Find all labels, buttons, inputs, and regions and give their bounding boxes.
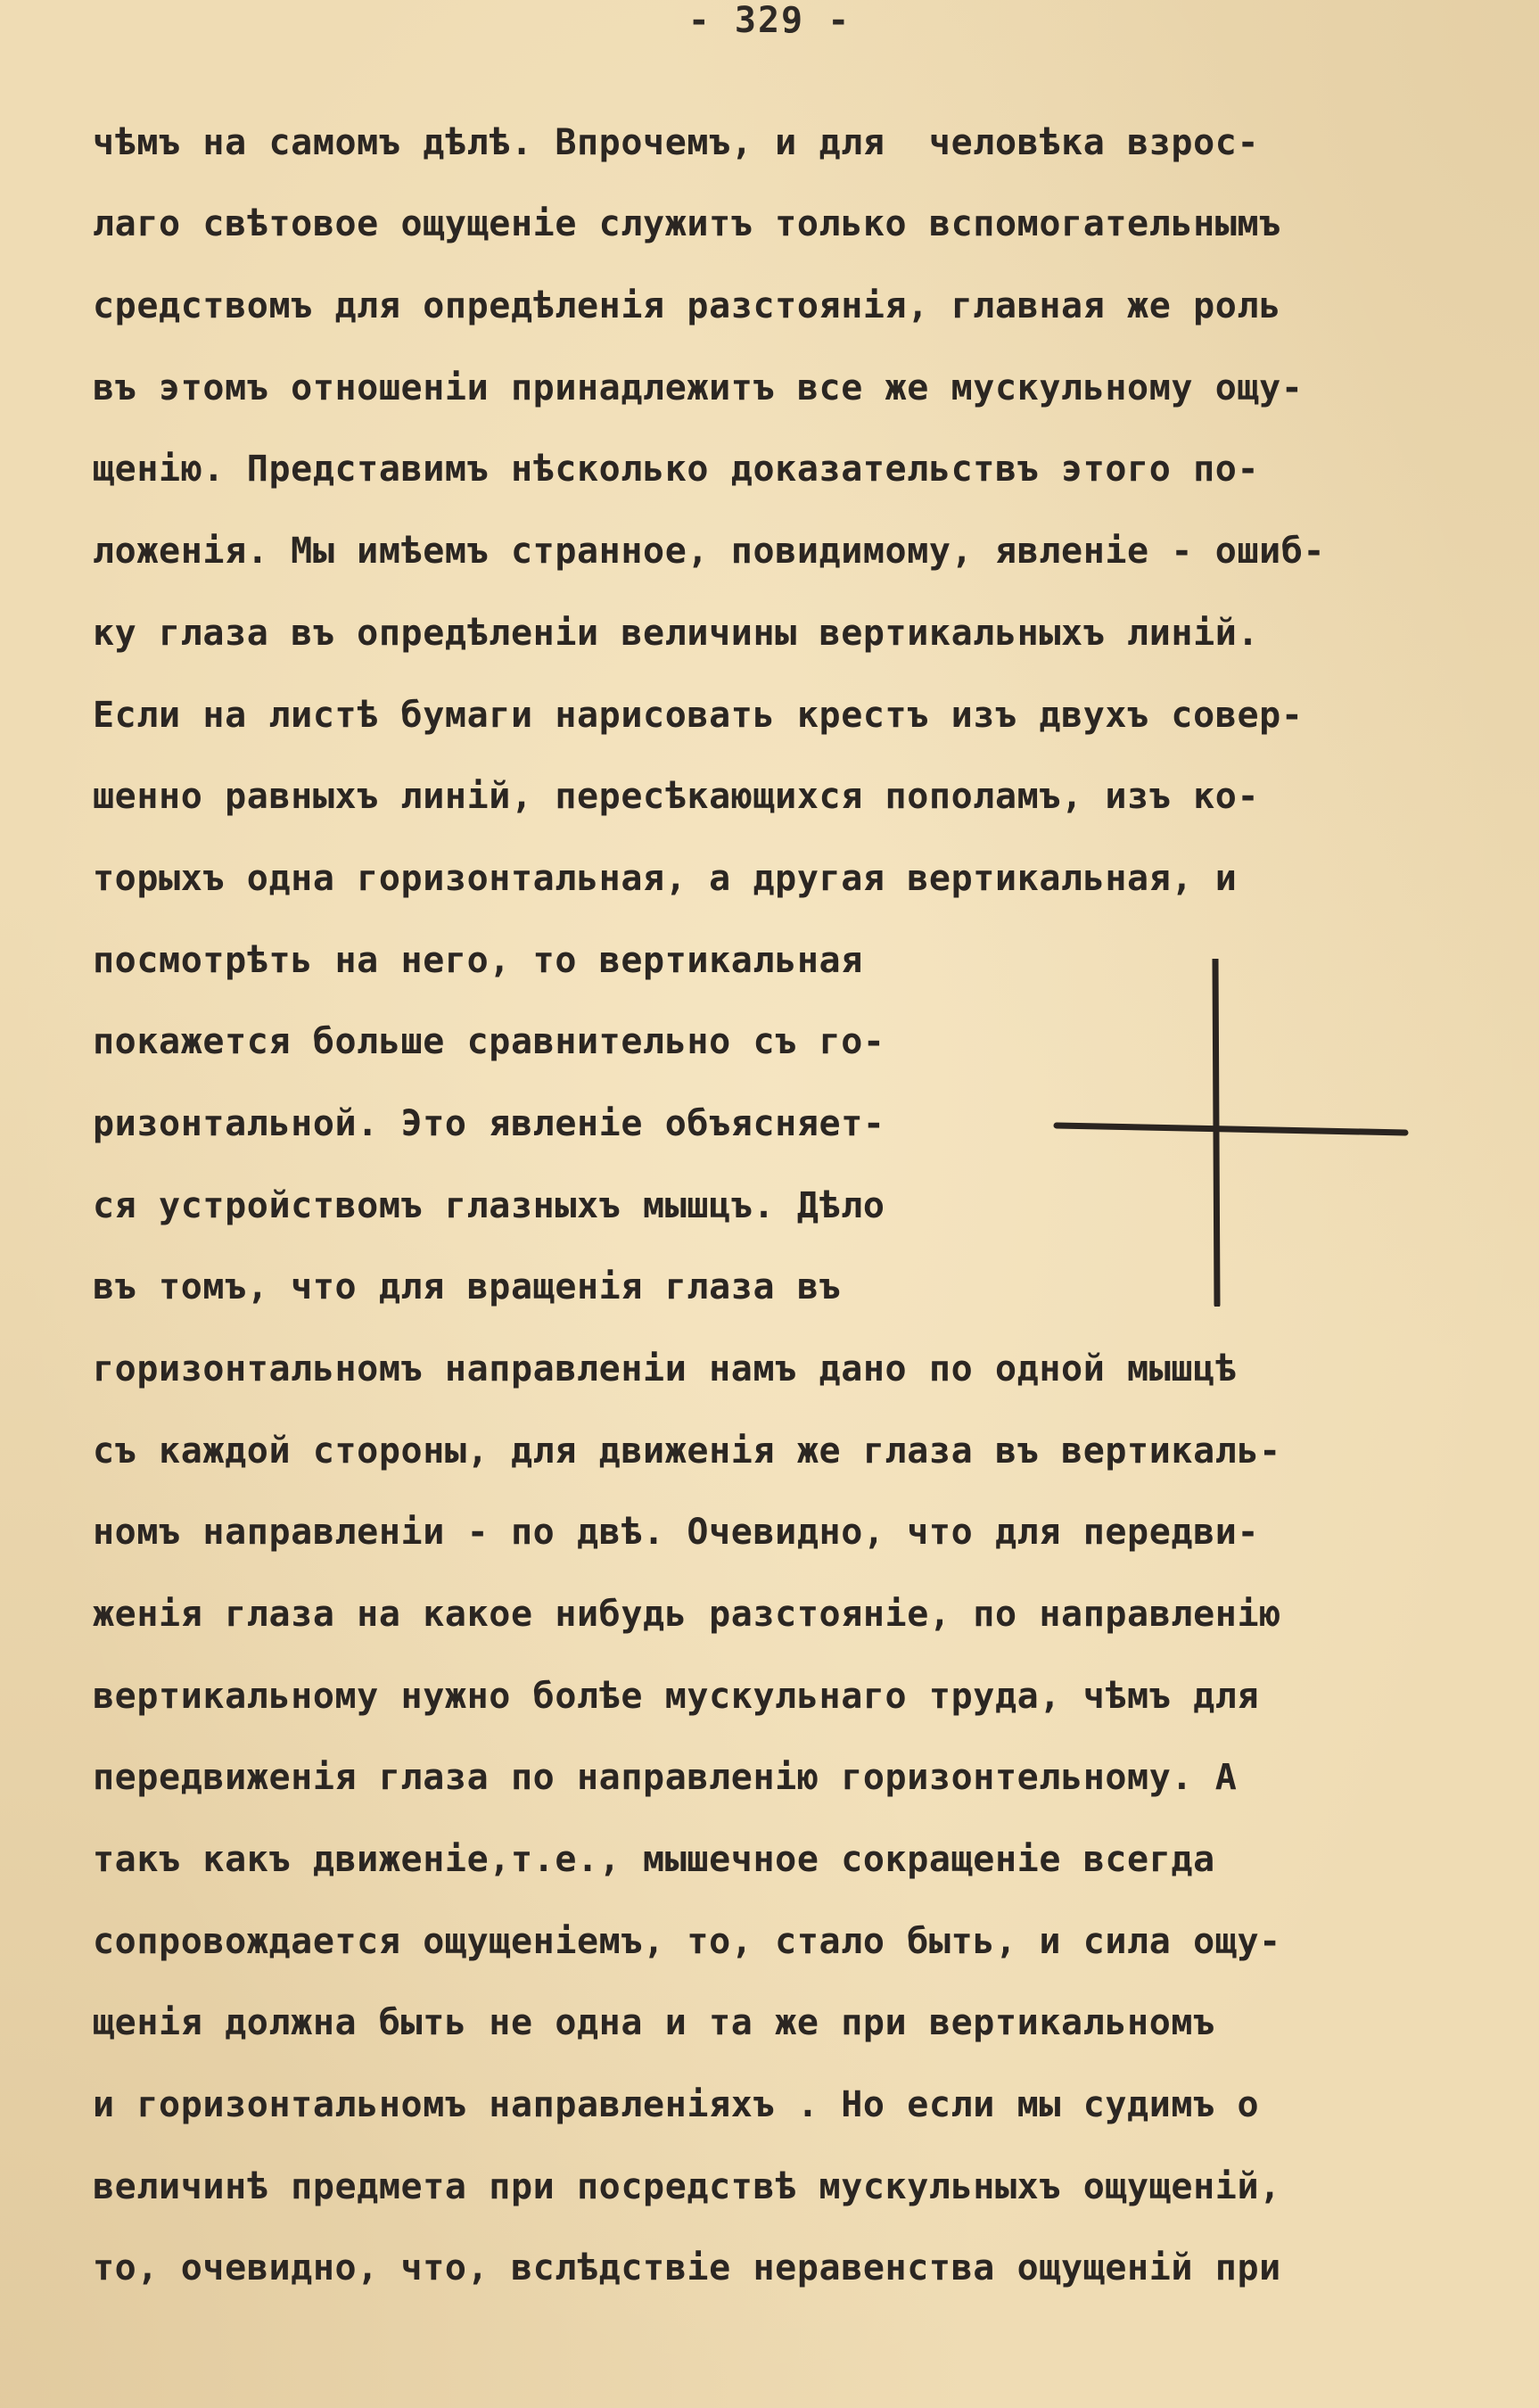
text-line: ку глаза въ опредѣленiи величины вертикальныхъ линiй.: [93, 613, 1260, 654]
text-line: ризонтальной. Это явленiе объясняет-: [93, 1103, 885, 1144]
text-line: въ этомъ отношенiи принадлежитъ все же мускульному ощу-: [93, 367, 1304, 408]
text-line: вертикальному нужно болѣе мускульнаго труда, чѣмъ для: [93, 1676, 1260, 1717]
text-line: и горизонтальномъ направленiяхъ . Но если мы судимъ о: [93, 2084, 1260, 2125]
text-line: шенно равныхъ линiй, пересѣкающихся пополамъ, изъ ко-: [93, 776, 1260, 817]
text-line: сопровождается ощущенiемъ, то, стало быть, и сила ощу-: [93, 1921, 1281, 1962]
text-line: чѣмъ на самомъ дѣлѣ. Впрочемъ, и для человѣка взрос-: [93, 122, 1260, 163]
text-line: лаго свѣтовое ощущенiе служитъ только вспомогательнымъ: [93, 203, 1281, 244]
text-line: торыхъ одна горизонтальная, а другая вертикальная, и: [93, 858, 1238, 899]
text-line: въ томъ, что для вращенiя глаза въ: [93, 1266, 842, 1307]
page-number: - 329 -: [687, 0, 852, 41]
text-line: ложенiя. Мы имѣемъ странное, повидимому, явленiе - ошиб-: [93, 531, 1326, 572]
text-line: такъ какъ движенiе,т.е., мышечное сокращенiе всегда: [93, 1839, 1215, 1880]
text-line: горизонтальномъ направленiи намъ дано по одной мышцѣ: [93, 1348, 1238, 1390]
text-line: женiя глаза на какое нибудь разстоянiе, по направленiю: [93, 1594, 1281, 1635]
text-line: ся устройствомъ глазныхъ мышцъ. Дѣло: [93, 1185, 885, 1226]
text-line: Если на листѣ бумаги нарисовать крестъ изъ двухъ совер-: [93, 695, 1304, 736]
text-line: щенiя должна быть не одна и та же при вертикальномъ: [93, 2002, 1215, 2043]
text-line: средствомъ для опредѣленiя разстоянiя, главная же роль: [93, 285, 1281, 326]
text-line: номъ направленiи - по двѣ. Очевидно, что для передви-: [93, 1512, 1260, 1553]
text-line: передвиженiя глаза по направленiю горизонтельному. А: [93, 1757, 1238, 1798]
cross-horizontal-line: [1057, 1126, 1405, 1133]
text-line: величинѣ предмета при посредствѣ мускульныхъ ощущенiй,: [93, 2166, 1281, 2207]
text-line: щенiю. Представимъ нѣсколько доказательствъ этого по-: [93, 449, 1260, 490]
cross-figure: [1052, 959, 1409, 1307]
text-line: съ каждой стороны, для движенiя же глаза въ вертикаль-: [93, 1431, 1281, 1472]
text-line: покажется больше сравнительно съ го-: [93, 1021, 885, 1062]
text-line: посмотрѣть на него, то вертикальная: [93, 940, 863, 981]
text-line: то, очевидно, что, вслѣдствiе неравенства ощущенiй при: [93, 2247, 1281, 2288]
